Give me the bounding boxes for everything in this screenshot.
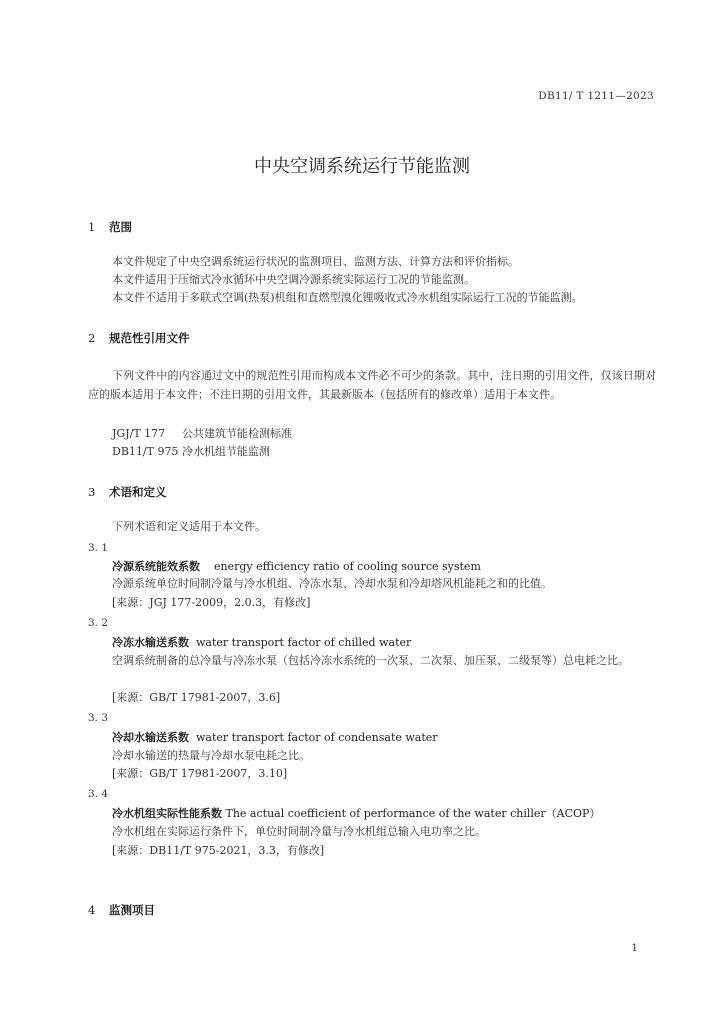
scope-line: 本文件规定了中央空调系统运行状况的监测项目、监测方法、计算方法和评价指标。 [112,255,519,268]
section-number: 3 [88,485,96,499]
section-heading-scope [88,219,132,235]
term-number: 3. 3 [88,712,109,724]
term-definition: 冷源系统单位时间制冷量与冷水机组、冷冻水泵、冷却水泵和冷却塔风机能耗之和的比值。 [112,577,552,590]
term-source: [来源：GB/T 17981-2007，3.10] [112,767,288,780]
term-number: 3. 2 [88,617,109,629]
reference-item [112,443,270,461]
section-title: 范围 [109,220,133,234]
scope-line: 本文件适用于压缩式冷水循环中央空调冷源系统实际运行工况的节能监测。 [112,273,475,286]
reference-code: JGJ/T 177 [112,427,166,440]
terms-intro: 下列术语和定义适用于本文件。 [112,520,266,533]
term-en: water transport factor of chilled water [196,636,412,649]
section-title: 监测项目 [109,903,156,917]
references-paragraph: 下列文件中的内容通过文中的规范性引用而构成本文件必不可少的条款。其中，注日期的引用文件，仅该日期对应的版本适用于本文件；不注日期的引用文件，其最新版本（包括所有的修改单）适用于本文件。 [88,369,656,401]
term-definition: 冷却水输送的热量与冷却水泵电耗之比。 [112,749,310,762]
reference-title: 冷水机组节能监测 [182,445,270,458]
term-definition: 冷水机组在实际运行条件下，单位时间制冷量与冷水机组总输入电功率之比。 [112,825,486,838]
reference-title: 公共建筑节能检测标准 [182,427,292,440]
term-en: The actual coefficient of performance of the water chiller（ACOP） [225,807,601,820]
term-en: energy efficiency ratio of cooling source system [214,560,481,573]
document-title: 中央空调系统运行节能监测 [254,156,470,177]
reference-code: DB11/T 975 [112,445,179,458]
section-number: 2 [88,331,96,345]
term-source: [来源：DB11/T 975-2021，3.3，有修改] [112,844,325,857]
term-zh: 冷源系统能效系数 [112,560,200,573]
term-zh: 冷冻水输送系数 [112,636,189,649]
term-definition: 空调系统制备的总冷量与冷冻水泵（包括冷冻水系统的一次泵、二次泵、加压泵、二级泵等）总电耗之比。 [112,654,629,667]
section-title: 规范性引用文件 [109,331,190,345]
term-number: 3. 1 [88,542,109,554]
section-heading-normative-references [88,330,190,346]
term-entry [112,805,600,821]
term-zh: 冷却水输送系数 [112,731,189,744]
reference-item [112,425,292,443]
term-entry [112,558,481,574]
section-title: 术语和定义 [109,485,167,499]
page-number: 1 [631,942,638,954]
scope-line: 本文件不适用于多联式空调(热泵)机组和直燃型溴化锂吸收式冷水机组实际运行工况的节能监测。 [112,291,583,304]
term-entry [112,729,438,745]
section-heading-terms [88,484,167,500]
term-entry [112,634,411,650]
term-en: water transport factor of condensate water [196,731,438,744]
section-heading-monitoring-items [88,902,155,918]
term-zh: 冷水机组实际性能系数 [112,807,222,820]
standard-code: DB11/ T 1211—2023 [538,90,654,102]
term-number: 3. 4 [88,788,109,800]
term-source: [来源：GB/T 17981-2007，3.6] [112,691,281,704]
section-number: 4 [88,903,96,917]
section-number: 1 [88,220,96,234]
term-source: [来源：JGJ 177-2009，2.0.3，有修改] [112,596,311,609]
